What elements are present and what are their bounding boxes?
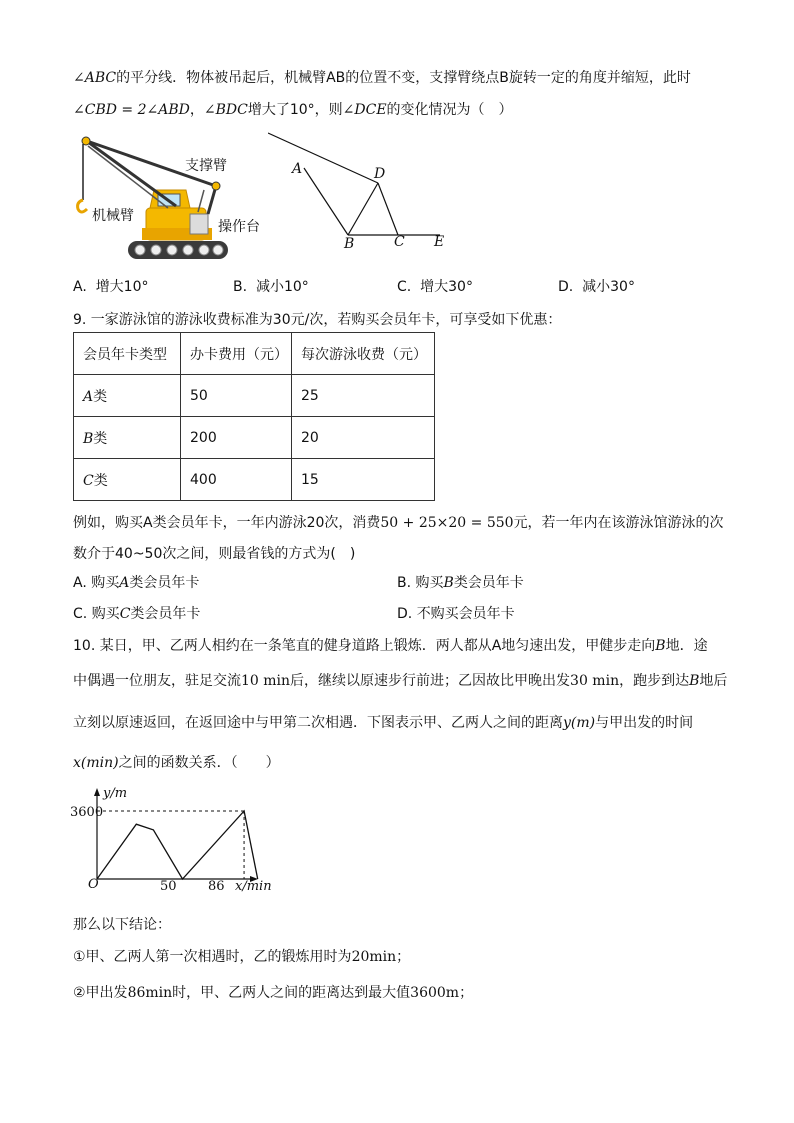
option-letter: C.	[73, 606, 88, 622]
option-letter: D.	[397, 606, 413, 622]
q8-option-a[interactable]	[73, 276, 149, 296]
q8-line2-end: 的变化情况为（ ）	[386, 102, 513, 118]
table-row	[74, 417, 435, 459]
table-cell-per: 25	[292, 375, 435, 417]
type-letter: C	[83, 472, 94, 489]
q10-var-b: B	[655, 638, 666, 654]
q9-stem: 9. 一家游泳馆的游泳收费标准为30元/次，若购买会员年卡，可享受如下优惠：	[73, 312, 562, 328]
option-text: 增大10°	[95, 279, 149, 295]
c1-end: ；	[396, 949, 411, 965]
option-text: 减小10°	[255, 279, 309, 295]
point-c-label: C	[394, 234, 405, 250]
q10-line1-end: 地．途	[665, 638, 708, 654]
c2-math: 86min	[127, 985, 173, 1001]
table-row	[74, 375, 435, 417]
q9-example-line2: 数介于40~50次之间，则最省钱的方式为( )	[73, 546, 356, 562]
crane-illustration	[68, 128, 268, 263]
type-letter: B	[83, 430, 94, 447]
q10-math-10min: 10 min	[241, 673, 291, 689]
table-cell-type	[74, 375, 181, 417]
q8-line1-text: 的平分线．物体被吊起后，机械臂AB的位置不变，支撑臂绕点B旋转一定的角度并缩短，此时	[116, 70, 691, 86]
q10-conclusion-intro: 那么以下结论：	[73, 917, 171, 933]
option-letter: A.	[73, 575, 87, 591]
table-cell-fee: 400	[181, 459, 292, 501]
q9-example-pre: 例如，购买A类会员年卡，一年内游泳20次，消费	[73, 515, 381, 531]
table-cell-per: 15	[292, 459, 435, 501]
option-letter: D.	[558, 279, 574, 295]
q10-line1-text: 10. 某日，甲、乙两人相约在一条笔直的健身道路上锻炼．两人都从A地匀速出发，甲健步走向	[73, 638, 656, 654]
q9-option-b[interactable]	[397, 572, 524, 592]
crane-label-console: 操作台	[218, 219, 260, 235]
geometry-figure	[268, 128, 458, 253]
q10-line2-pre: 中偶遇一位朋友，驻足交流	[73, 673, 241, 689]
q8-line1	[73, 67, 691, 87]
table-cell-per: 20	[292, 417, 435, 459]
q9-option-c[interactable]	[73, 603, 200, 623]
type-suffix: 类	[93, 388, 108, 405]
q8-angle-abc: ∠ABC	[73, 70, 117, 86]
q10-line2-end: 地后	[699, 673, 728, 689]
point-b-label: B	[344, 236, 355, 252]
table-header-cell: 办卡费用（元）	[181, 333, 292, 375]
c1-pre: ①甲、乙两人第一次相遇时，乙的锻炼用时为	[73, 949, 352, 965]
y-tick-3600: 3600	[70, 805, 104, 820]
table-cell-type	[74, 459, 181, 501]
type-letter: A	[83, 388, 94, 405]
c2-math2: 3600m	[410, 985, 460, 1001]
origin-label: O	[88, 877, 99, 892]
point-e-label: E	[434, 234, 445, 250]
q9-example-post: 元，若一年内在该游泳馆游泳的次	[513, 515, 724, 531]
table-cell-fee: 50	[181, 375, 292, 417]
q8-math-bdc: ∠BDC	[203, 102, 248, 118]
c1-math: 20min	[351, 949, 397, 965]
option-pre: 购买	[91, 575, 120, 591]
table-cell-fee: 200	[181, 417, 292, 459]
option-post: 类会员年卡	[130, 606, 201, 622]
q8-sep: ，	[189, 102, 204, 118]
q10-line3	[73, 712, 693, 732]
q8-option-c[interactable]	[397, 276, 473, 296]
q8-math-cbd: ∠CBD = 2∠ABD	[73, 102, 190, 118]
table-cell-type	[74, 417, 181, 459]
q10-line2-post: ，跑步到达	[619, 673, 690, 689]
option-post: 类会员年卡	[129, 575, 200, 591]
c2-mid: 时，甲、乙两人之间的距离达到最大值	[172, 985, 411, 1001]
option-text: 减小30°	[582, 279, 635, 295]
q8-line2-mid: 增大了10°，则	[247, 102, 343, 118]
q8-option-d[interactable]	[558, 276, 635, 296]
table-header-cell: 会员年卡类型	[74, 333, 181, 375]
q10-line3-end: 与甲出发的时间	[595, 715, 694, 731]
q9-option-d[interactable]	[397, 603, 515, 623]
y-axis-arrow	[94, 788, 100, 796]
option-letter: A.	[73, 279, 87, 295]
table-row	[74, 459, 435, 501]
c2-pre: ②甲出发	[73, 985, 128, 1001]
q10-math-30min: 30 min	[570, 673, 620, 689]
c2-end: ；	[459, 985, 474, 1001]
q10-line4	[73, 752, 280, 772]
option-var: C	[119, 606, 131, 622]
q10-math-ym: y(m)	[563, 715, 596, 731]
q10-line2-mid: 后，继续以原速步行前进；乙因故比甲晚出发	[290, 673, 571, 689]
q8-math-dce: ∠DCE	[342, 102, 387, 118]
q10-line3-text: 立刻以原速返回，在返回途中与甲第二次相遇．下图表示甲、乙两人之间的距离	[73, 715, 563, 731]
option-text: 增大30°	[420, 279, 473, 295]
option-pre: 购买	[91, 606, 120, 622]
option-pre: 购买	[415, 575, 444, 591]
q9-example-line1	[73, 512, 724, 532]
q10-line4-end: 之间的函数关系．（ ）	[118, 755, 280, 771]
q9-option-a[interactable]	[73, 572, 199, 592]
q10-conclusion-1	[73, 946, 410, 966]
type-suffix: 类	[93, 430, 108, 447]
y-axis-label: y/m	[103, 786, 128, 801]
option-letter: B.	[397, 575, 412, 591]
q10-var-b: B	[689, 673, 700, 689]
q10-line2	[73, 670, 727, 690]
option-var: A	[119, 575, 130, 591]
crane-label-support-arm: 支撑臂	[185, 158, 227, 174]
option-pre: 不购买会员年卡	[416, 606, 515, 622]
q10-conclusion-2	[73, 982, 473, 1002]
option-letter: C.	[397, 279, 412, 295]
type-suffix: 类	[93, 472, 108, 489]
table-header-row	[74, 333, 435, 375]
point-d-label: D	[374, 166, 386, 182]
option-letter: B.	[233, 279, 248, 295]
distance-series-line	[97, 811, 258, 879]
q8-line2	[73, 99, 513, 119]
point-a-label: A	[292, 161, 303, 177]
table-header-cell: 每次游泳收费（元）	[292, 333, 435, 375]
option-post: 类会员年卡	[453, 575, 524, 591]
x-tick-50: 50	[160, 879, 177, 894]
q10-line1	[73, 635, 708, 655]
crane-label-mech-arm: 机械臂	[92, 208, 134, 224]
q10-math-xmin: x(min)	[73, 755, 119, 771]
fee-table	[73, 332, 435, 501]
option-var: B	[443, 575, 454, 591]
q9-example-math: 50 + 25×20 = 550	[380, 515, 514, 531]
x-axis-label: x/min	[235, 879, 272, 894]
q8-option-b[interactable]	[233, 276, 309, 296]
x-tick-86: 86	[208, 879, 225, 894]
